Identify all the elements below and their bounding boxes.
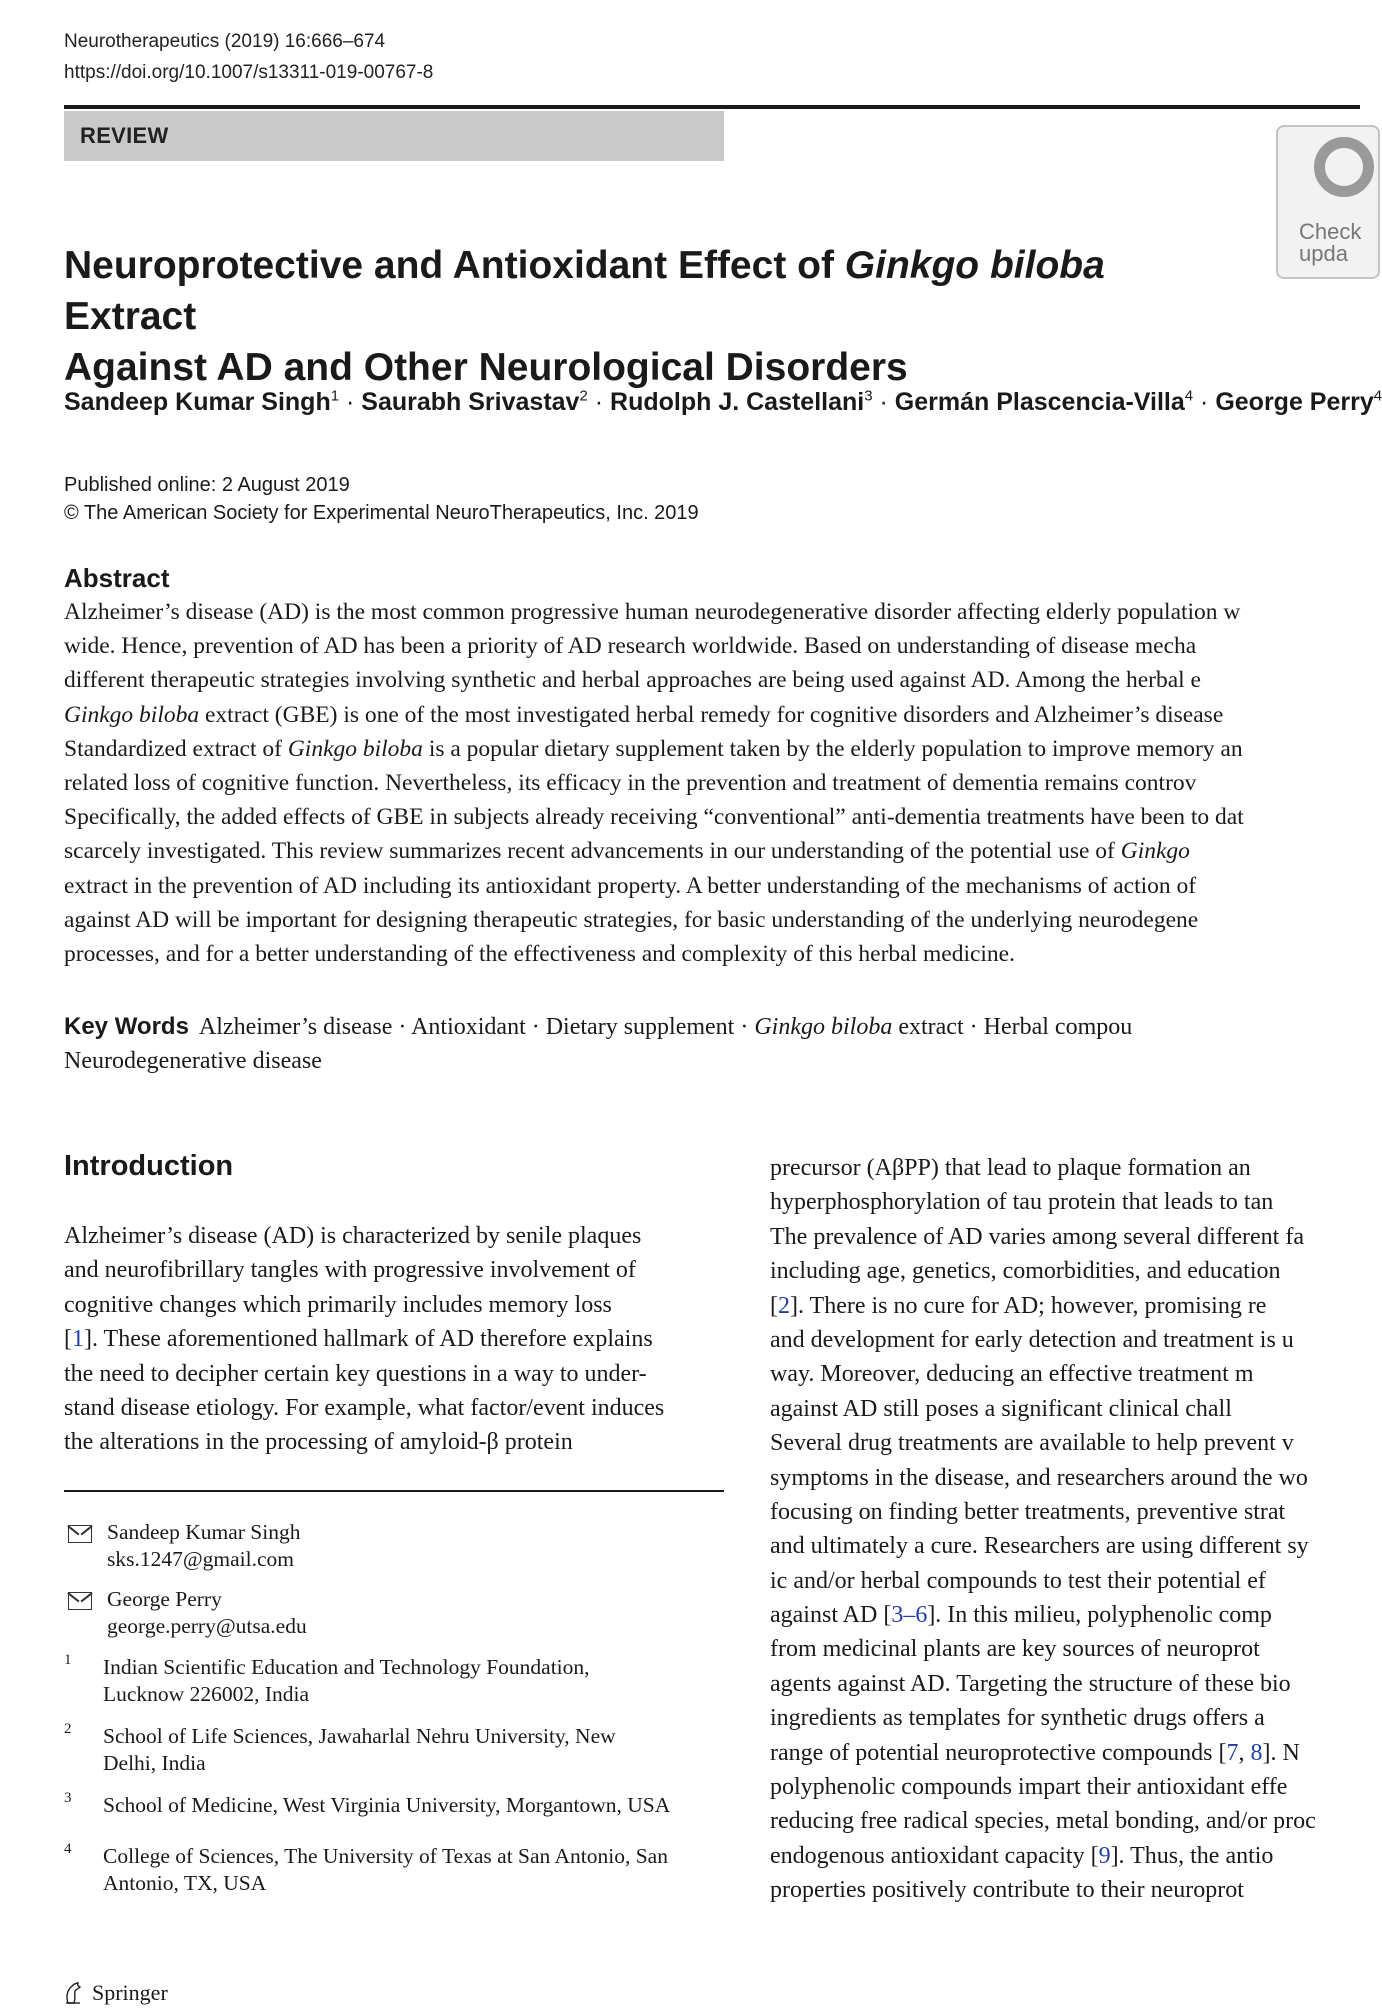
affiliation-number: 4 (64, 1841, 72, 1857)
text-line (64, 937, 1360, 971)
line-text: and development for early detection and treatment is u (770, 1326, 1294, 1353)
text-line (64, 1357, 724, 1391)
line-text: different therapeutic strategies involving synthetic and herbal approaches are being used against AD. Among the herbal e (64, 667, 1201, 694)
text-line (64, 869, 1360, 903)
line-text: Specifically, the added effects of GBE in subjects already receiving “conventional” anti-dementia treatments have been to dat (64, 804, 1244, 831)
author-name[interactable]: George Perry (1215, 388, 1374, 416)
title-text: Neuroprotective and Antioxidant Effect of (64, 244, 845, 287)
text-line (64, 903, 1360, 937)
line-text: ]. These aforementioned hallmark of AD therefore explains (84, 1326, 653, 1353)
doi-link[interactable]: https://doi.org/10.1007/s13311-019-00767-8 (64, 62, 434, 83)
author-separator: · (1193, 388, 1216, 416)
line-text: ingredients as templates for synthetic drugs offers a (770, 1705, 1265, 1732)
text-line (64, 1425, 724, 1459)
text-line (770, 1873, 1370, 1907)
contact-email[interactable]: george.perry@utsa.edu (107, 1614, 307, 1638)
title-species: Ginkgo biloba (844, 244, 1105, 287)
affiliation-text (103, 1654, 590, 1708)
line-text: way. Moreover, deducing an effective treatment m (770, 1361, 1254, 1388)
italic-species-name: Ginkgo biloba (287, 735, 423, 762)
copyright-notice: © The American Society for Experimental NeuroTherapeutics, Inc. 2019 (64, 502, 699, 524)
keywords-block (64, 1010, 1360, 1078)
keywords-line-2: Neurodegenerative disease (64, 1048, 322, 1074)
affiliation (64, 1792, 724, 1846)
introduction-heading: Introduction (64, 1150, 234, 1182)
contact-email[interactable]: sks.1247@gmail.com (107, 1547, 295, 1571)
text-line (770, 1736, 1370, 1770)
abstract-body (64, 595, 1360, 971)
author-name[interactable]: Germán Plascencia-Villa (894, 388, 1185, 416)
line-text: from medicinal plants are key sources of neuroprot (770, 1636, 1260, 1663)
affiliation (64, 1843, 724, 1897)
affiliation-text (103, 1723, 616, 1777)
line-text: against AD [ (770, 1602, 892, 1629)
text-line (770, 1185, 1370, 1219)
keywords-line-1 (64, 1010, 1360, 1044)
author-list (64, 386, 1382, 418)
header-rule (64, 105, 1360, 109)
correspondence-contact (64, 1586, 724, 1640)
line-text: including age, genetics, comorbidities, and education (770, 1258, 1281, 1285)
text-line (770, 1598, 1370, 1632)
keyword-text: Alzheimer’s disease · Antioxidant · Dietary supplement · (198, 1014, 755, 1040)
author-affiliation-number: 2 (579, 387, 588, 405)
author-separator: · (339, 388, 362, 416)
affiliation-line: Lucknow 226002, India (103, 1682, 310, 1706)
text-line (770, 1289, 1370, 1323)
line-text: ]. N (1262, 1739, 1300, 1766)
author-separator: · (587, 388, 611, 416)
line-text: the alterations in the processing of amyloid-β protein (64, 1429, 573, 1456)
text-line (770, 1323, 1370, 1357)
line-text: symptoms in the disease, and researchers around the wo (770, 1464, 1308, 1491)
title-line-2: Against AD and Other Neurological Disorders (64, 346, 908, 389)
text-line (770, 1220, 1370, 1254)
line-text: , (1238, 1739, 1251, 1766)
affiliation-text (103, 1792, 670, 1819)
author-name[interactable]: Sandeep Kumar Singh (64, 388, 331, 416)
author-separator: · (872, 388, 895, 416)
line-text: Alzheimer’s disease (AD) is characterized by senile plaques (64, 1223, 642, 1249)
affiliation (64, 1654, 724, 1708)
line-text: processes, and for a better understanding of the effectiveness and complexity of this herbal medicine. (64, 940, 1015, 967)
line-text: The prevalence of AD varies among several different fa (770, 1223, 1304, 1250)
affiliation-line: Delhi, India (103, 1751, 206, 1775)
affiliation-number: 1 (64, 1652, 72, 1668)
contact-name: George Perry (107, 1587, 222, 1611)
line-text: hyperphosphorylation of tau protein that leads to tan (770, 1189, 1274, 1216)
affiliation-line: Indian Scientific Education and Technology Foundation, (103, 1655, 590, 1679)
line-text: polyphenolic compounds impart their antioxidant effe (770, 1774, 1288, 1801)
text-line (64, 595, 1360, 629)
text-line (770, 1564, 1370, 1598)
text-line (770, 1392, 1370, 1426)
text-line (770, 1357, 1370, 1391)
crossmark-label-line2: upda (1299, 241, 1348, 266)
footnote-rule (64, 1490, 724, 1492)
introduction-right-column (770, 1151, 1370, 1908)
italic-species-name: Ginkgo biloba (64, 701, 200, 728)
text-line (770, 1701, 1370, 1735)
line-text: scarcely investigated. This review summarizes recent advancements in our understanding of the potential use of (64, 838, 1121, 865)
line-text: ]. Thus, the antio (1110, 1842, 1274, 1869)
text-line (64, 698, 1360, 732)
line-text: endogenous antioxidant capacity [ (770, 1842, 1099, 1869)
crossmark-icon (1314, 137, 1374, 197)
crossmark-label (1299, 221, 1361, 265)
text-line (64, 1219, 724, 1253)
introduction-left-column (64, 1219, 724, 1460)
text-line (64, 800, 1360, 834)
affiliation-line: Antonio, TX, USA (103, 1871, 267, 1895)
text-line (770, 1426, 1370, 1460)
line-text: ]. There is no cure for AD; however, promising re (790, 1292, 1267, 1319)
affiliation (64, 1723, 724, 1777)
text-line (770, 1839, 1370, 1873)
text-line (770, 1495, 1370, 1529)
text-line (64, 1288, 724, 1322)
line-text: extract in the prevention of AD including its antioxidant property. A better understanding of the mechanisms of action of (64, 872, 1197, 899)
text-line (64, 834, 1360, 868)
line-text: and neurofibrillary tangles with progressive involvement of (64, 1257, 636, 1284)
line-text: Alzheimer’s disease (AD) is the most common progressive human neurodegenerative disorder affecting elderly population w (64, 599, 1241, 625)
author-name[interactable]: Rudolph J. Castellani (610, 388, 865, 416)
keyword-species: Ginkgo biloba (754, 1014, 893, 1040)
line-text: agents against AD. Targeting the structure of these bio (770, 1670, 1291, 1697)
author-affiliation-number: 4 (1373, 387, 1382, 405)
title-line-1 (64, 240, 1244, 342)
publisher-name: Springer (92, 1980, 168, 2005)
keyword-text: extract · Herbal compou (892, 1014, 1133, 1040)
affiliation-number: 2 (64, 1721, 72, 1737)
article-type-banner (64, 111, 724, 161)
line-text: extract (GBE) is one of the most investigated herbal remedy for cognitive disorders and Alzheimer’s disease (199, 701, 1224, 728)
line-text: focusing on finding better treatments, preventive strat (770, 1498, 1286, 1525)
line-text: against AD still poses a significant clinical chall (770, 1395, 1232, 1422)
line-text: the need to decipher certain key questions in a way to under- (64, 1360, 647, 1387)
text-line (64, 629, 1360, 663)
contact-details (107, 1586, 307, 1640)
text-line (770, 1151, 1370, 1185)
text-line (770, 1529, 1370, 1563)
text-line (64, 1253, 724, 1287)
line-text: Several drug treatments are available to help prevent v (770, 1430, 1294, 1457)
line-text: range of potential neuroprotective compounds [ (770, 1739, 1227, 1766)
author-affiliation-number: 3 (864, 387, 873, 405)
text-line (64, 1391, 724, 1425)
affiliation-line: School of Medicine, West Virginia University, Morgantown, USA (103, 1793, 671, 1817)
line-text: related loss of cognitive function. Nevertheless, its efficacy in the prevention and treatment of dementia remains controv (64, 769, 1197, 796)
line-text: cognitive changes which primarily includes memory loss (64, 1291, 612, 1318)
citation-link[interactable]: 8 (1250, 1739, 1263, 1766)
contact-name: Sandeep Kumar Singh (107, 1520, 301, 1544)
envelope-icon[interactable] (68, 1525, 92, 1543)
text-line (770, 1461, 1370, 1495)
citation-link[interactable]: 3–6 (891, 1602, 928, 1629)
title-text: Extract (64, 295, 197, 338)
affiliation-line: School of Life Sciences, Jawaharlal Nehru University, New (103, 1724, 616, 1748)
line-text: wide. Hence, prevention of AD has been a priority of AD research worldwide. Based on understanding of disease mecha (64, 633, 1197, 660)
text-line (64, 1322, 724, 1356)
article-title (64, 240, 1244, 393)
line-text: reducing free radical species, metal bonding, and/or proc (770, 1808, 1316, 1835)
abstract-heading: Abstract (64, 563, 170, 593)
affiliation-text (103, 1843, 668, 1897)
line-text: ic and/or herbal compounds to test their potential ef (770, 1567, 1266, 1594)
text-line (64, 766, 1360, 800)
text-line (770, 1770, 1370, 1804)
keywords-label: Key Words (64, 1013, 189, 1040)
line-text: properties positively contribute to their neuroprot (770, 1877, 1244, 1904)
affiliation-number: 3 (64, 1790, 72, 1806)
text-line (64, 663, 1360, 697)
text-line (64, 732, 1360, 766)
crossmark-label-line1: Check (1299, 219, 1362, 244)
published-date: Published online: 2 August 2019 (64, 474, 350, 496)
contact-details (107, 1519, 300, 1573)
springer-horse-icon (64, 1981, 82, 2005)
line-text: is a popular dietary supplement taken by the elderly population to improve memory an (422, 735, 1243, 762)
italic-species-name: Ginkgo (1120, 838, 1190, 865)
citation-link[interactable]: 1 (72, 1326, 84, 1353)
author-affiliation-number: 4 (1184, 387, 1194, 405)
affiliation-line: College of Sciences, The University of Texas at San Antonio, San (103, 1844, 668, 1868)
line-text: [ (64, 1326, 72, 1353)
author-name[interactable]: Saurabh Srivastav (361, 388, 580, 416)
text-line (770, 1804, 1370, 1838)
citation-link[interactable]: 2 (778, 1292, 790, 1319)
author-affiliation-number: 1 (330, 387, 340, 405)
line-text: precursor (AβPP) that lead to plaque formation an (770, 1155, 1251, 1181)
citation-link[interactable]: 9 (1098, 1842, 1111, 1869)
crossmark-badge[interactable] (1276, 125, 1380, 279)
line-text: [ (770, 1292, 778, 1319)
envelope-icon[interactable] (68, 1592, 92, 1610)
text-line (770, 1667, 1370, 1701)
journal-citation: Neurotherapeutics (2019) 16:666–674 (64, 31, 386, 52)
line-text: Standardized extract of (64, 735, 288, 762)
line-text: ]. In this milieu, polyphenolic comp (927, 1602, 1272, 1629)
article-type-label: REVIEW (80, 123, 169, 148)
text-line (770, 1254, 1370, 1288)
citation-link[interactable]: 7 (1226, 1739, 1239, 1766)
correspondence-contact (64, 1519, 724, 1573)
line-text: stand disease etiology. For example, what factor/event induces (64, 1394, 665, 1421)
line-text: against AD will be important for designing therapeutic strategies, for basic understanding of the underlying neurodegene (64, 906, 1199, 933)
line-text: and ultimately a cure. Researchers are using different sy (770, 1533, 1309, 1560)
text-line (770, 1632, 1370, 1666)
